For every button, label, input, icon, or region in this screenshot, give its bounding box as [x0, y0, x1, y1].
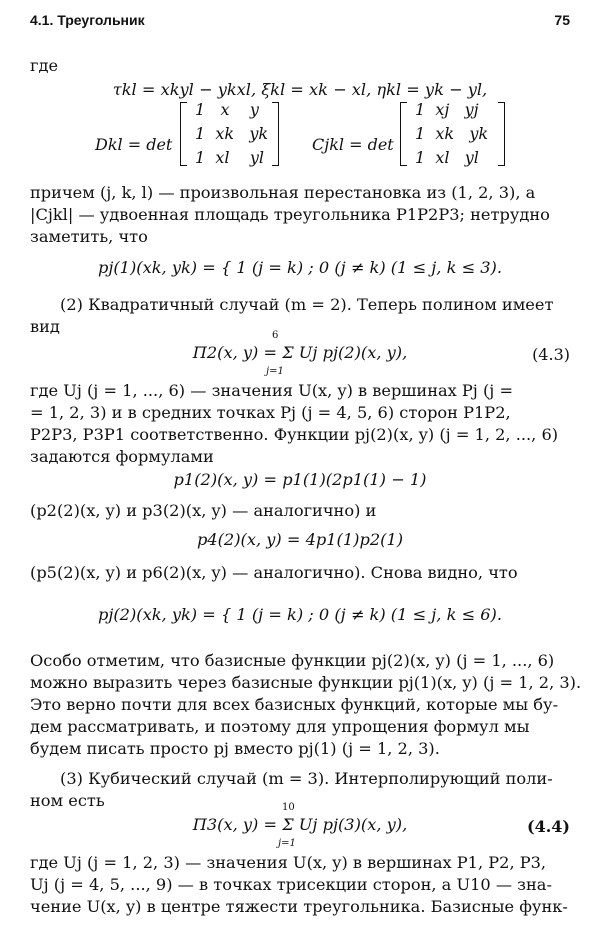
text-line: можно выразить через базисные функции pj(1)(x, y) (j = 1, 2, 3).: [30, 673, 582, 692]
text-line: P2P3, P3P1 соответственно. Функции pj(2)(x, y) (j = 1, 2, ..., 6): [30, 425, 559, 444]
text-line: (p2(2)(x, y) и p3(2)(x, y) — аналогично) и: [30, 501, 377, 520]
sum-lower-limit: j=1: [266, 366, 284, 377]
section-heading-cubic: (3) Кубический случай (m = 3). Интерполирующий поли-: [60, 769, 553, 788]
matrix-d-row2: 1 xk yk: [195, 124, 269, 143]
formula-cjkl-label: Cjkl = det: [312, 135, 394, 154]
bracket-right: [498, 102, 505, 166]
running-header: 4.1. Треугольник: [30, 12, 145, 28]
text-line: = 1, 2, 3) и в средних точках Pj (j = 4, 5, 6) сторон P1P2,: [30, 403, 511, 422]
text-line: (p5(2)(x, y) и p6(2)(x, y) — аналогично). Снова видно, что: [30, 563, 518, 582]
formula-tau-xi-eta: τkl = xkyl − ykxl, ξkl = xk − xl, ηkl = yk − yl,: [112, 80, 488, 99]
text-line: ном есть: [30, 791, 105, 810]
sum-lower-limit: j=1: [278, 838, 296, 849]
text-line: |Cjkl| — удвоенная площадь треугольника P1P2P3; нетрудно: [30, 205, 550, 224]
formula-pi2: Π2(x, y) = Σ Uj pj(2)(x, y),: [192, 343, 408, 362]
text-line: дем рассматривать, и поэтому для упрощения формул мы: [30, 717, 530, 736]
bracket-left: [180, 102, 187, 166]
text-line: где: [30, 56, 59, 75]
matrix-c-row3: 1 xl yl: [415, 148, 479, 167]
text-line: причем (j, k, l) — произвольная перестановка из (1, 2, 3), а: [30, 183, 536, 202]
text-line: где Uj (j = 1, ..., 6) — значения U(x, y) в вершинах Pj (j =: [30, 381, 514, 400]
equation-number: (4.4): [527, 817, 570, 836]
bracket-right: [272, 102, 279, 166]
formula-dkl-label: Dkl = det: [95, 135, 173, 154]
sum-upper-limit: 10: [282, 802, 295, 813]
text-line: Это верно почти для всех базисных функций, которые мы бу-: [30, 695, 559, 714]
formula-p2-kronecker: pj(2)(xk, yk) = { 1 (j = k) ; 0 (j ≠ k) (1 ≤ j, k ≤ 6).: [97, 605, 503, 624]
text-line: где Uj (j = 1, 2, 3) — значения U(x, y) в вершинах P1, P2, P3,: [30, 853, 547, 872]
equation-number: (4.3): [532, 345, 570, 364]
bracket-left: [400, 102, 407, 166]
formula-p1-quadratic: p1(2)(x, y) = p1(1)(2p1(1) − 1): [173, 470, 427, 489]
text-line: задаются формулами: [30, 447, 214, 466]
text-line: вид: [30, 317, 60, 336]
text-line: Особо отметим, что базисные функции pj(2)(x, y) (j = 1, ..., 6): [30, 651, 555, 670]
matrix-d-row3: 1 xl yl: [195, 148, 264, 167]
text-line: чение U(x, y) в центре тяжести треугольника. Базисные функ-: [30, 897, 568, 916]
matrix-c-row2: 1 xk yk: [415, 124, 489, 143]
formula-pi3: Π3(x, y) = Σ Uj pj(3)(x, y),: [192, 815, 408, 834]
section-heading-quadratic: (2) Квадратичный случай (m = 2). Теперь полином имеет: [60, 295, 554, 314]
sum-upper-limit: 6: [272, 330, 279, 341]
text-line: заметить, что: [30, 227, 148, 246]
text-line: будем писать просто pj вместо pj(1) (j = 1, 2, 3).: [30, 739, 440, 758]
page-number: 75: [554, 12, 570, 28]
text-line: Uj (j = 4, 5, ..., 9) — в точках трисекции сторон, а U10 — зна-: [30, 875, 552, 894]
formula-p1-kronecker: pj(1)(xk, yk) = { 1 (j = k) ; 0 (j ≠ k) (1 ≤ j, k ≤ 3).: [97, 258, 503, 277]
matrix-d-row1: 1 x y: [195, 100, 259, 119]
formula-p4-quadratic: p4(2)(x, y) = 4p1(1)p2(1): [196, 530, 404, 549]
matrix-c-row1: 1 xj yj: [415, 100, 479, 119]
